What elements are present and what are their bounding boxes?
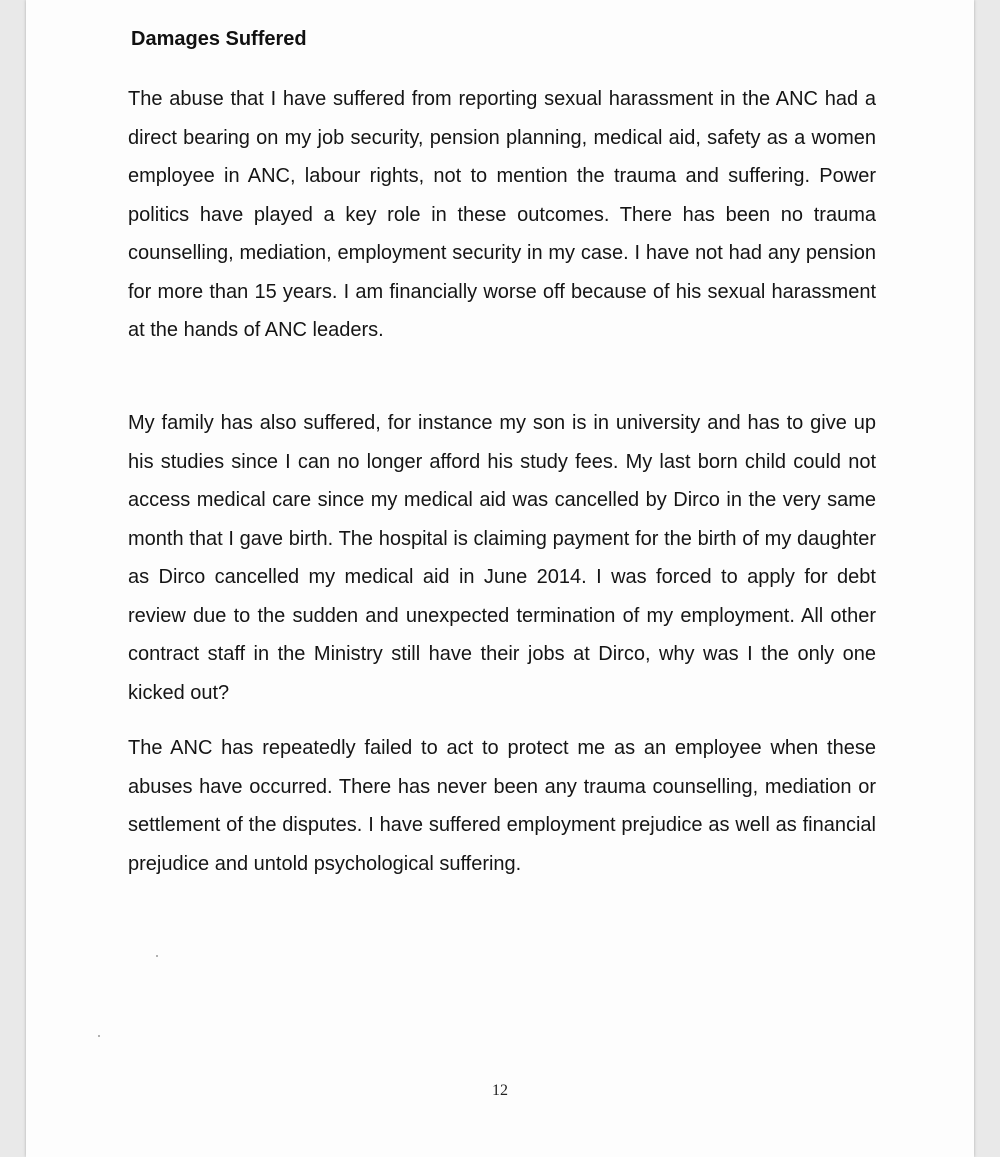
scan-speck [156, 955, 158, 957]
paragraph-3: The ANC has repeatedly failed to act to protect me as an employee when these abuses have occurred. There has never been any trauma counselling, mediation or settlement of the disputes. I have suffered employment prejudice as well as financial prejudice and untold psychological suffering. [128, 737, 876, 875]
section-heading: Damages Suffered [131, 28, 307, 50]
page-number: 12 [492, 1082, 508, 1099]
scan-speck [98, 1035, 100, 1037]
document-page [26, 0, 974, 1157]
paragraph-1: The abuse that I have suffered from reporting sexual harassment in the ANC had a direct bearing on my job security, pension planning, medical aid, safety as a women employee in ANC, labour rights, not to mention the trauma and suffering. Power politics have played a key role in these outcomes. There has been no trauma counselling, mediation, employment security in my case. I have not had any pension for more than 15 years. I am financially worse off because of his sexual harassment at the hands of ANC leaders. [128, 88, 876, 341]
paragraph-2: My family has also suffered, for instance my son is in university and has to give up his studies since I can no longer afford his study fees. My last born child could not access medical care since my medical aid was cancelled by Dirco in the very same month that I gave birth. The hospital is claiming payment for the birth of my daughter as Dirco cancelled my medical aid in June 2014. I was forced to apply for debt review due to the sudden and unexpected termination of my employment. All other contract staff in the Ministry still have their jobs at Dirco, why was I the only one kicked out? [128, 412, 876, 704]
